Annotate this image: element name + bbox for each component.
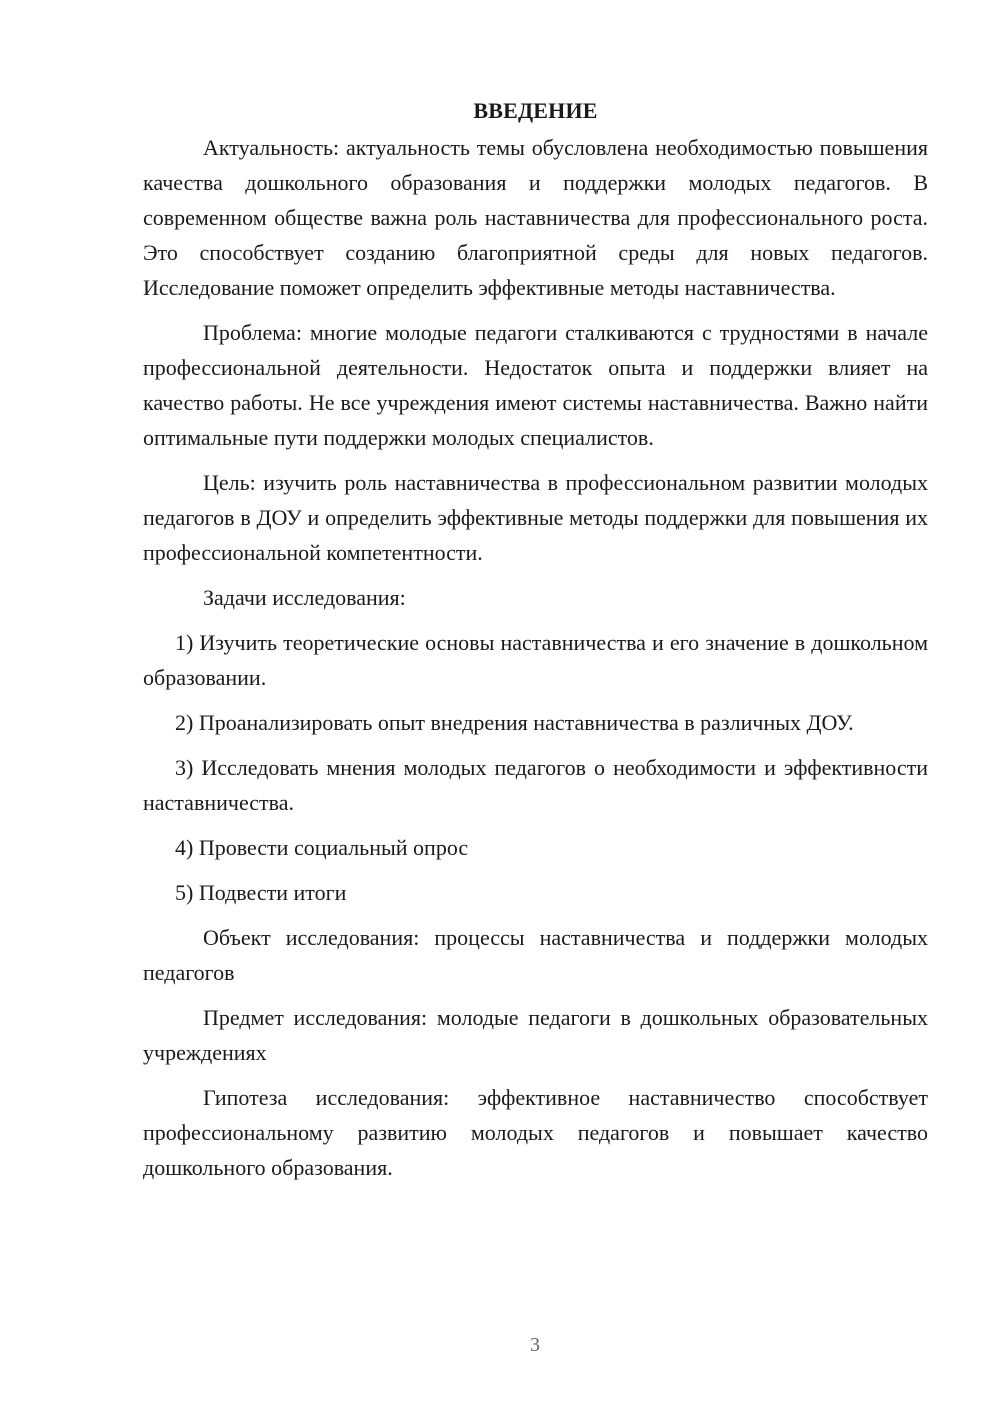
task-item-5: 5) Подвести итоги (175, 880, 347, 905)
paragraph-subject: Предмет исследования: молодые педагоги в дошкольных образовательных учреждениях (143, 1005, 928, 1065)
paragraph-object: Объект исследования: процессы наставничества и поддержки молодых педагогов (143, 925, 928, 985)
paragraph-relevance: Актуальность: актуальность темы обусловлена необходимостью повышения качества дошкольного образования и поддержки молодых педагогов. В современном обществе важна роль наставничества для профессионального роста. Это способствует созданию благоприятной среды для новых педагогов. Исследование поможет определить эффективные методы наставничества. (143, 135, 928, 300)
paragraph-problem: Проблема: многие молодые педагоги сталкиваются с трудностями в начале профессиональной деятельности. Недостаток опыта и поддержки влияет на качество работы. Не все учреждения имеют системы наставничества. Важно найти оптимальные пути поддержки молодых специалистов. (143, 320, 928, 450)
section-title: ВВЕДЕНИЕ (473, 98, 598, 123)
task-item-4: 4) Провести социальный опрос (175, 835, 469, 860)
page-content (143, 96, 928, 1185)
paragraph-goal: Цель: изучить роль наставничества в профессиональном развитии молодых педагогов в ДОУ и определить эффективные методы поддержки для повышения их профессиональной компетентности. (143, 470, 928, 565)
paragraph-hypothesis: Гипотеза исследования: эффективное наставничество способствует профессиональному развитию молодых педагогов и повышает качество дошкольного образования. (143, 1085, 928, 1180)
task-item-3: 3) Исследовать мнения молодых педагогов о необходимости и эффективности наставничества. (143, 755, 928, 815)
task-item-1: 1) Изучить теоретические основы наставничества и его значение в дошкольном образовании. (143, 630, 928, 690)
task-item-2: 2) Проанализировать опыт внедрения наставничества в различных ДОУ. (175, 710, 854, 735)
tasks-heading: Задачи исследования: (203, 585, 406, 610)
page-number: 3 (530, 1334, 540, 1356)
